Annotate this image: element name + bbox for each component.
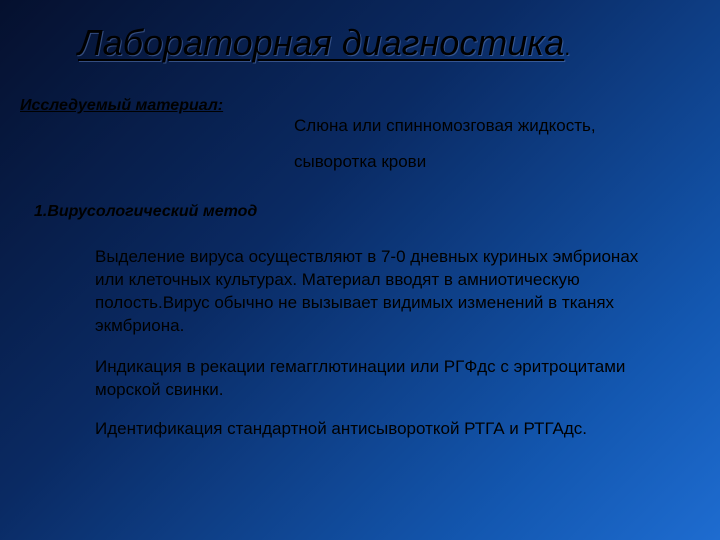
material-label: Исследуемый материал: bbox=[20, 97, 224, 114]
method-heading: 1.Вирусологический метод bbox=[34, 203, 258, 220]
material-value-line-2: сыворотка крови bbox=[294, 152, 427, 171]
paragraph-identification: Идентификация стандартной антисывороткой РТГА и РТГАдс. bbox=[95, 419, 587, 438]
paragraph-indication: Индикация в рекации гемагглютинации или РГФдс с эритроцитами морской свинки. bbox=[95, 357, 626, 399]
slide-title bbox=[78, 22, 570, 64]
paragraph-isolation: Выделение вируса осуществляют в 7-0 дневных куриных эмбрионах или клеточных культурах. Материал вводят в амниотическую полость.Вирус обычно не вызывает видимых изменений в тканях экмбриона. bbox=[95, 247, 639, 335]
material-value-line-1: Слюна или спинномозговая жидкость, bbox=[294, 116, 596, 135]
material-value bbox=[294, 108, 694, 180]
slide-title-dot: . bbox=[564, 35, 571, 60]
slide-title-text: Лабораторная диагностика bbox=[78, 22, 565, 63]
